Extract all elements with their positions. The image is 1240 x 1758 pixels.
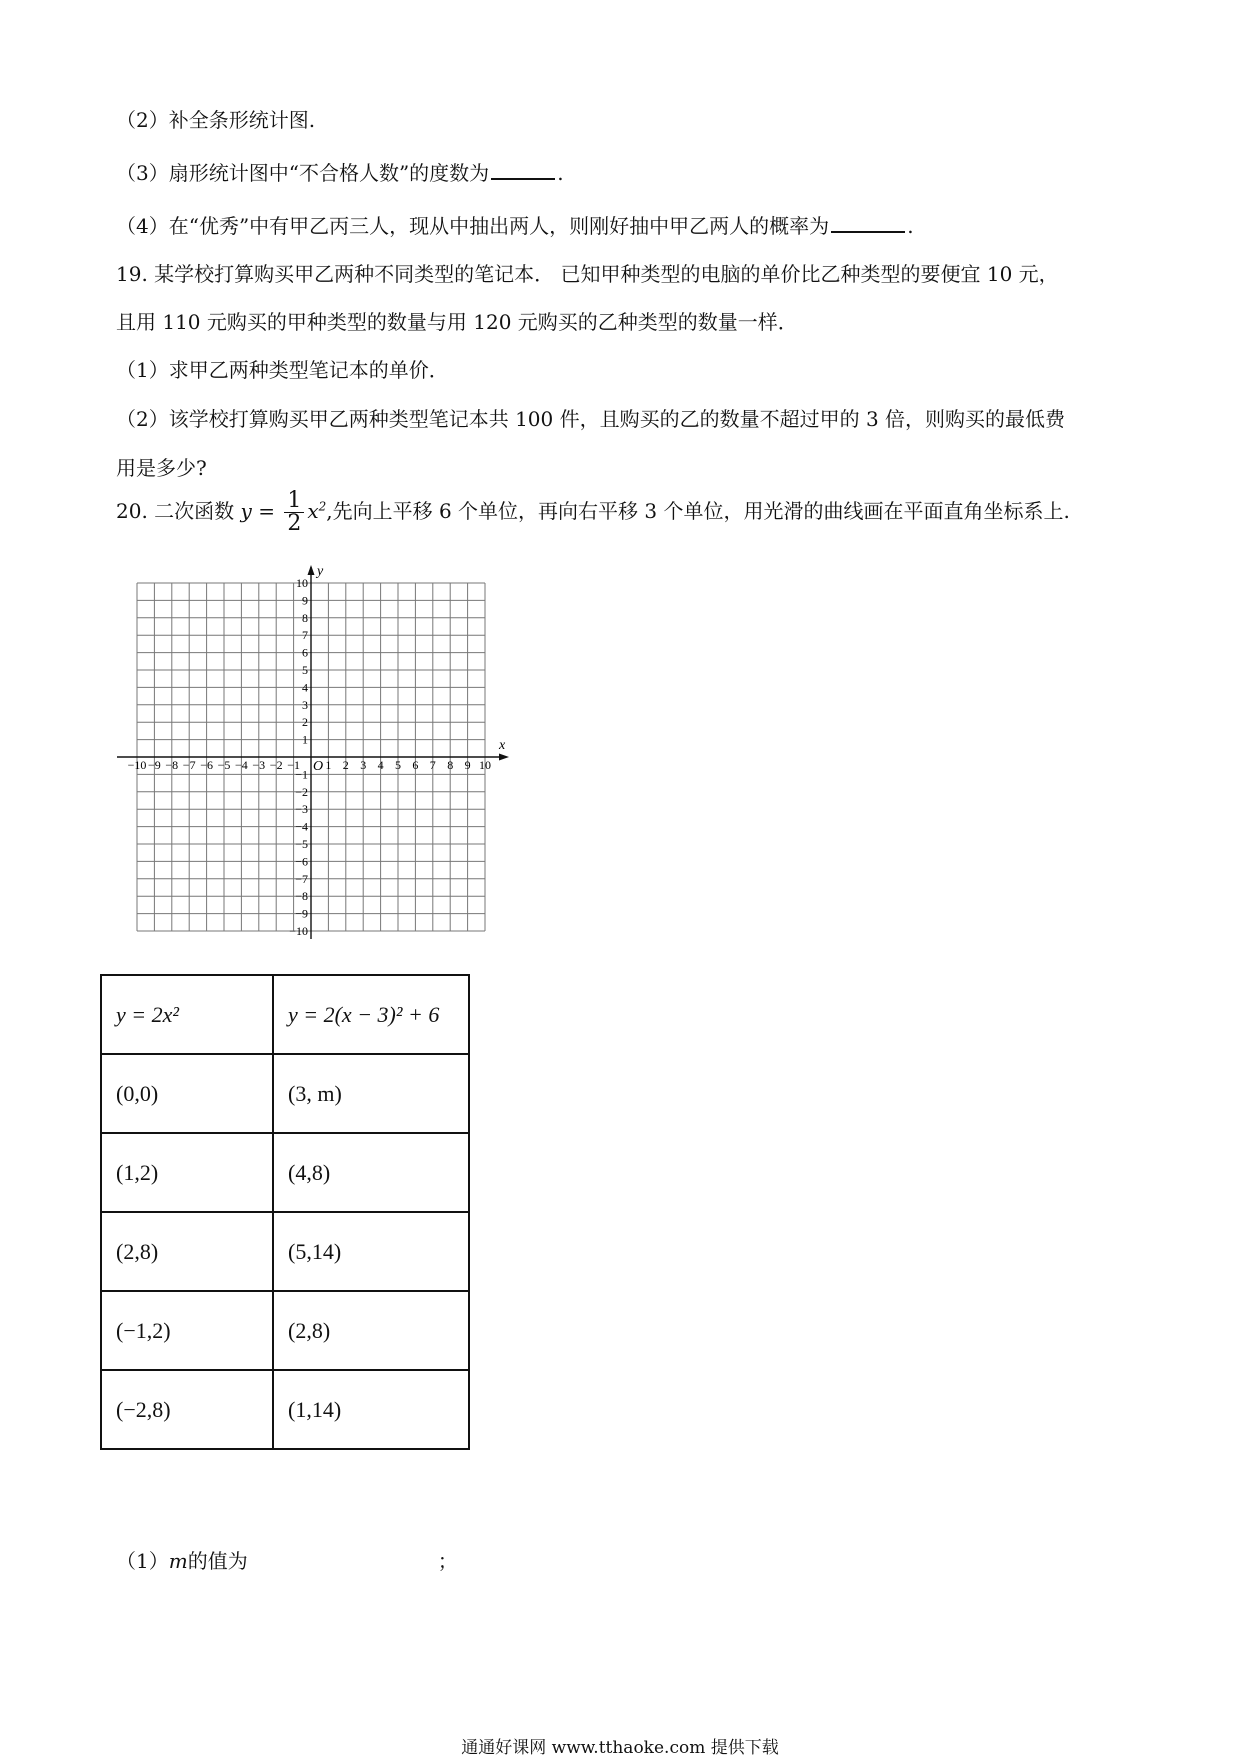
x-tick-label: 5 xyxy=(395,758,401,772)
sub-question-1 xyxy=(116,1545,458,1574)
x-tick-label: 9 xyxy=(464,758,471,772)
x-tick-label: 7 xyxy=(429,758,436,772)
y-tick-label: 3 xyxy=(302,697,308,712)
x-tick-label: −9 xyxy=(148,758,161,772)
frac-num: 1 xyxy=(284,490,304,513)
y-axis-label: y xyxy=(317,565,324,579)
x-tick-label: −5 xyxy=(217,758,231,772)
y-tick-label: −7 xyxy=(295,871,308,886)
y-tick-label: 6 xyxy=(302,645,308,660)
q20-suffix: ,先向上平移 6 个单位，再向右平移 3 个单位，用光滑的曲线画在平面直角坐标系上. xyxy=(326,499,1070,523)
table-row xyxy=(101,1133,469,1212)
fraction xyxy=(284,490,304,535)
eq-exp: 2 xyxy=(318,499,327,514)
table-cell: (0,0) xyxy=(101,1054,273,1133)
table-row xyxy=(101,1212,469,1291)
q20-equation xyxy=(240,488,327,536)
table-row xyxy=(101,1054,469,1133)
y-tick-label: −4 xyxy=(295,819,308,834)
q18-part4-end: . xyxy=(907,214,914,238)
q18-part3-end: . xyxy=(557,161,564,185)
x-tick-label: 3 xyxy=(360,758,367,772)
table-header-cell: y = 2x² xyxy=(101,975,273,1054)
table-header-cell: y = 2(x − 3)² + 6 xyxy=(273,975,469,1054)
x-tick-label: −4 xyxy=(235,758,248,772)
y-tick-label: −5 xyxy=(295,837,308,851)
y-tick-label: 7 xyxy=(302,628,308,643)
frac-den: 2 xyxy=(287,511,302,536)
eq-lhs: y = xyxy=(240,499,275,523)
table-cell: (2,8) xyxy=(101,1212,273,1291)
x-tick-label: 8 xyxy=(447,758,454,772)
points-table xyxy=(100,974,470,1450)
y-axis-arrow xyxy=(308,565,315,575)
q19-line2: 且用 110 元购买的甲种类型的数量与用 120 元购买的乙种类型的数量一样． xyxy=(116,310,798,334)
y-tick-label: 5 xyxy=(302,663,308,677)
y-tick-label: −10 xyxy=(289,924,308,938)
x-tick-label: 4 xyxy=(377,758,384,772)
x-tick-label: −8 xyxy=(165,758,179,772)
x-tick-label: −3 xyxy=(252,758,266,772)
answer-blank xyxy=(831,213,905,233)
q19-part2-line2: 用是多少? xyxy=(116,456,207,480)
y-tick-label: 1 xyxy=(302,732,308,747)
y-tick-label: 9 xyxy=(302,593,308,608)
sub1-prefix: （1） xyxy=(116,1549,169,1573)
x-tick-label: 2 xyxy=(342,758,349,772)
q18-part4-text: （4）在“优秀”中有甲乙丙三人，现从中抽出两人，则刚好抽中甲乙两人的概率为 xyxy=(116,214,830,238)
y-tick-label: −3 xyxy=(295,802,308,817)
x-tick-label: −7 xyxy=(182,758,196,772)
coordinate-grid xyxy=(115,565,515,965)
q20-statement xyxy=(116,490,1070,535)
x-tick-label: 1 xyxy=(325,758,332,772)
sub1-text: 的值为 xyxy=(187,1549,248,1573)
q18-part2: （2）补全条形统计图. xyxy=(116,108,316,132)
x-tick-label: −10 xyxy=(127,758,147,772)
table-row xyxy=(101,1291,469,1370)
q18-part3 xyxy=(116,157,564,186)
y-tick-label: 8 xyxy=(302,610,308,625)
q18-part4 xyxy=(116,210,914,239)
q18-part3-text: （3）扇形统计图中“不合格人数”的度数为 xyxy=(116,161,490,185)
y-tick-label: −6 xyxy=(295,854,308,869)
x-axis-arrow xyxy=(499,754,509,761)
y-tick-label: 4 xyxy=(302,680,308,695)
x-tick-label: −1 xyxy=(287,758,300,772)
y-tick-label: 10 xyxy=(296,576,308,590)
y-tick-label: −8 xyxy=(295,889,308,904)
q20-prefix: 20. 二次函数 xyxy=(116,499,235,523)
table-cell: (1,14) xyxy=(273,1370,469,1449)
q19-line1: 19. 某学校打算购买甲乙两种不同类型的笔记本． 已知甲种类型的电脑的单价比乙种类型的要便宜 10 元， xyxy=(116,262,1059,286)
x-tick-label: −2 xyxy=(269,758,283,772)
table-cell: (3, m) xyxy=(273,1054,469,1133)
y-tick-label: −2 xyxy=(295,784,308,799)
y-tick-label: −1 xyxy=(295,767,308,782)
x-tick-label: 6 xyxy=(412,758,419,772)
x-tick-label: 10 xyxy=(479,758,491,772)
eq-var: x xyxy=(307,499,319,523)
sub1-var: m xyxy=(168,1549,188,1573)
table-row xyxy=(101,1370,469,1449)
q19-part2-line1: （2）该学校打算购买甲乙两种类型笔记本共 100 件，且购买的乙的数量不超过甲的 3 倍，则购买的最低费 xyxy=(116,407,1066,431)
origin-label: O xyxy=(313,759,324,774)
table-cell: (2,8) xyxy=(273,1291,469,1370)
x-axis-label: x xyxy=(499,738,506,753)
table-cell: (5,14) xyxy=(273,1212,469,1291)
table-header-row xyxy=(101,975,469,1054)
page-footer: 通通好课网 www.tthaoke.com 提供下载 xyxy=(461,1738,779,1758)
x-tick-label: −6 xyxy=(200,758,213,772)
y-tick-label: −9 xyxy=(295,906,308,921)
table-cell: (4,8) xyxy=(273,1133,469,1212)
table-cell: (−1,2) xyxy=(101,1291,273,1370)
y-tick-label: 2 xyxy=(302,715,308,730)
table-cell: (1,2) xyxy=(101,1133,273,1212)
q19-part1: （1）求甲乙两种类型笔记本的单价． xyxy=(116,358,449,382)
answer-blank xyxy=(491,160,555,180)
table-cell: (−2,8) xyxy=(101,1370,273,1449)
sub1-end: ； xyxy=(437,1549,458,1573)
